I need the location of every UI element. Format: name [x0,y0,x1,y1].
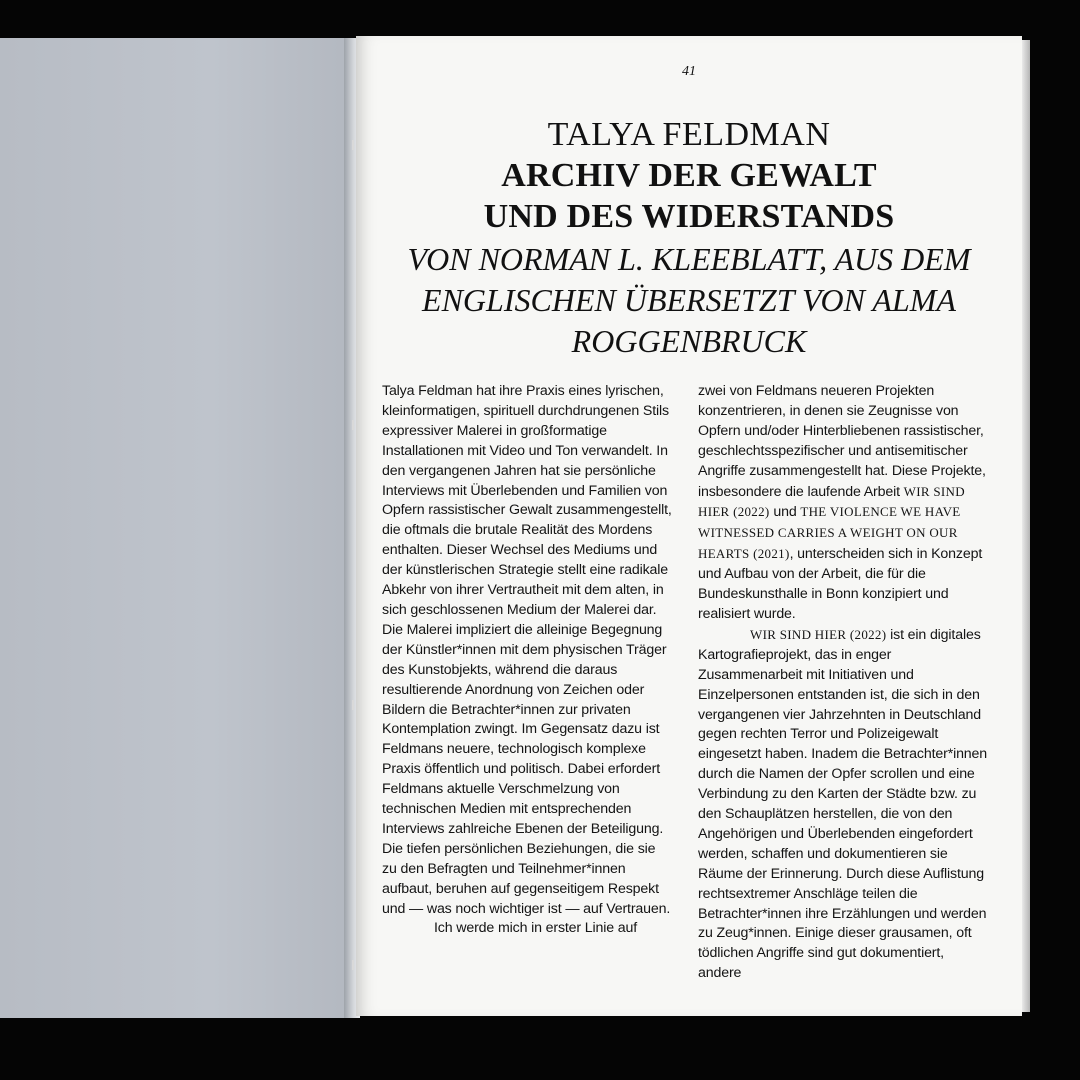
work-title: WIR SIND HIER (2022) [750,626,887,642]
paragraph-text: zwei von Feldmans neueren Projekten konzentrieren, in denen sie Zeugnisse von Opfern und/oder Hinterbliebenen rassistischer, geschlechtsspezifischer und antisemitischer Angriffe zusammengestellt hat. Diese Projekte, insbesondere die laufende Arbeit [698,383,986,500]
text-column-left [382,382,672,939]
right-page [356,36,1022,1016]
paragraph-text: und [769,504,801,521]
binding-stitch [352,960,354,970]
left-page-blank [0,38,352,1018]
paragraph-text: , unterscheiden sich in Konzept und Aufbau von der Arbeit, die für die Bundeskunsthalle in Bonn konzipiert und realisiert wurde. [698,546,983,622]
paragraph [698,382,988,625]
page-edges [1022,40,1030,1012]
paragraph: Ich werde mich in erster Linie auf [434,920,638,937]
article-title: ARCHIV DER GEWALT UND DES WIDERSTANDS [483,157,895,235]
paragraph [698,625,988,984]
work-title: WIR SIND HIER (2022) [698,483,965,520]
artist-name: TALYA FELDMAN [547,116,831,153]
binding-stitch [352,700,354,710]
text-column-right [698,382,988,984]
binding-stitch [352,420,354,430]
work-title: THE VIOLENCE WE HAVE WITNESSED CARRIES A WEIGHT ON OUR HEARTS (2021) [698,504,961,562]
article-byline: VON NORMAN L. KLEEBLATT, AUS DEM ENGLISCHEN ÜBERSETZT VON ALMA ROGGENBRUCK [407,241,971,359]
paragraph-text: ist ein digitales Kartografieprojekt, das in enger Zusammenarbeit mit Initiativen und Einzelpersonen entstanden ist, die sich in den vergangenen vier Jahrzehnten in Deutschland gegen rechten Terror und Polizeigewalt eingesetzt haben. Inadem die Betrachter*innen durch die Namen der Opfer scrollen und eine Verbindung zu den Karten der Städte bzw. zu den Schauplätzen herstellen, die von den Angehörigen und Überlebenden eingefordert werden, schaffen und dokumentieren sie Räume der Erinnerung. Durch diese Auflistung rechtsextremer Anschläge teilen die Betrachter*innen ihre Erzählungen und werden zu Zeug*innen. Einige dieser grausamen, oft tödlichen Angriffe sind gut dokumentiert, andere [698,626,988,982]
binding-stitch [352,140,354,150]
paragraph: Talya Feldman hat ihre Praxis eines lyrischen, kleinformatigen, spirituell durchdrungenen Stils expressiver Malerei in großformatige Installationen mit Video und Ton verwandelt. In den vergangenen Jahren hat sie persönliche Interviews mit Überlebenden und Familien von Opfern rassistischer Gewalt zusammengestellt, die oftmals die brutale Realität des Mordens enthalten. Dieser Wechsel des Mediums und der künstlerischen Strategie stellt eine radikale Abkehr von ihrer Vertrautheit mit dem alten, in sich geschlossenen Medium der Malerei dar. Die Malerei impliziert die alleinige Begegnung der Künstler*innen mit dem physischen Träger des Kunstobjekts, während die daraus resultierende Anordnung von Zeichen oder Bildern die Betrachter*innen zur privaten Kontemplation zwingt. Im Gegensatz dazu ist Feldmans neuere, technologisch komplexe Praxis öffentlich und politisch. Dabei erfordert Feldmans aktuelle Verschmelzung von technischen Medien mit entsprechenden Interviews zahlreiche Ebenen der Beteiligung. Die tiefen persönlichen Beziehungen, die sie zu den Befragten und Teilnehmer*innen aufbaut, beruhen auf gegenseitigem Respekt und — was noch wichtiger ist — auf Vertrauen. [382,383,672,917]
page-number: 41 [682,64,696,79]
article-heading [356,114,1022,362]
